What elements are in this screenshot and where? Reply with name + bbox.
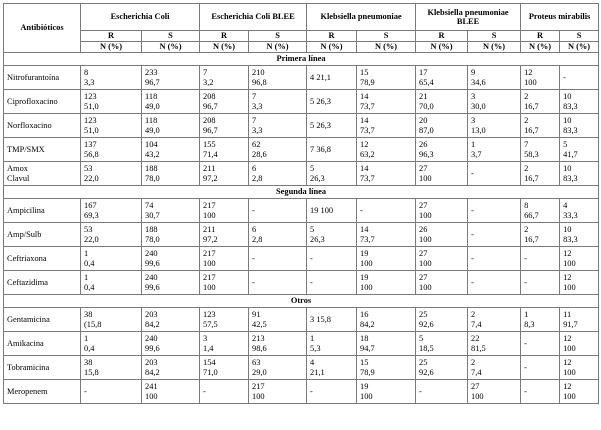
antibiotic-name: Ciprofloxacino xyxy=(4,90,81,114)
value-cell: 2 7,4 xyxy=(468,356,521,380)
value-cell: - xyxy=(468,199,521,223)
value-cell: 217 100 xyxy=(200,199,249,223)
value-cell: - xyxy=(468,271,521,295)
value-cell: 2 16,7 xyxy=(521,114,560,138)
table-row xyxy=(4,356,599,380)
value-cell: 4 33,3 xyxy=(560,199,599,223)
value-cell: 2 16,7 xyxy=(521,223,560,247)
value-cell: 5 26,3 xyxy=(307,223,357,247)
value-cell: 10 83,3 xyxy=(560,223,599,247)
r-header: R xyxy=(416,31,468,42)
value-cell: - xyxy=(249,271,307,295)
value-cell: 19 100 xyxy=(357,247,416,271)
antibiotic-name: Tobramicina xyxy=(4,356,81,380)
value-cell: 12 63,2 xyxy=(357,138,416,162)
antibiotic-name: Amikacina xyxy=(4,332,81,356)
antibiotic-name: Meropenem xyxy=(4,380,81,404)
value-cell: 208 96,7 xyxy=(200,114,249,138)
value-cell: 21 70,0 xyxy=(416,90,468,114)
value-cell: 4 21,1 xyxy=(307,356,357,380)
value-cell: 7 3,3 xyxy=(249,90,307,114)
value-cell: 5 26,3 xyxy=(307,162,357,186)
value-cell: - xyxy=(307,271,357,295)
antibiotics-header: Antibióticos xyxy=(4,4,81,53)
value-cell: 118 49,0 xyxy=(142,90,200,114)
value-cell: 26 96,3 xyxy=(416,138,468,162)
value-cell: 208 96,7 xyxy=(200,90,249,114)
value-cell: 104 43,2 xyxy=(142,138,200,162)
value-cell: 12 100 xyxy=(560,356,599,380)
value-cell: 22 81,5 xyxy=(468,332,521,356)
value-cell: 203 84,2 xyxy=(142,308,200,332)
antibiotic-name: Gentamicina xyxy=(4,308,81,332)
value-cell: 123 57,5 xyxy=(200,308,249,332)
n-percent-header: N (%) xyxy=(521,42,560,53)
value-cell: 53 22,0 xyxy=(81,162,142,186)
value-cell: 26 100 xyxy=(416,223,468,247)
value-cell: 7 3,3 xyxy=(249,114,307,138)
antibiotic-name: Amp/Sulb xyxy=(4,223,81,247)
value-cell: - xyxy=(468,247,521,271)
value-cell: 240 99,6 xyxy=(142,247,200,271)
value-cell: 15 78,9 xyxy=(357,356,416,380)
s-header: S xyxy=(468,31,521,42)
value-cell: 18 94,7 xyxy=(357,332,416,356)
value-cell: 1 0,4 xyxy=(81,271,142,295)
r-header: R xyxy=(521,31,560,42)
value-cell: 241 100 xyxy=(142,380,200,404)
value-cell: 91 42,5 xyxy=(249,308,307,332)
value-cell: 20 87,0 xyxy=(416,114,468,138)
table-row xyxy=(4,223,599,247)
value-cell: 167 69,3 xyxy=(81,199,142,223)
value-cell: 2 7,4 xyxy=(468,308,521,332)
antibiotic-name: Norfloxacino xyxy=(4,114,81,138)
value-cell: 27 100 xyxy=(416,247,468,271)
value-cell: 38 15,8 xyxy=(81,356,142,380)
value-cell: 4 21,1 xyxy=(307,66,357,90)
value-cell: 19 100 xyxy=(357,380,416,404)
value-cell: - xyxy=(81,380,142,404)
n-percent-header: N (%) xyxy=(142,42,200,53)
value-cell: 27 100 xyxy=(416,271,468,295)
value-cell: 5 18,5 xyxy=(416,332,468,356)
value-cell: 25 92,6 xyxy=(416,356,468,380)
section-title: Otros xyxy=(4,295,599,308)
value-cell: 5 26,3 xyxy=(307,114,357,138)
value-cell: - xyxy=(521,271,560,295)
antibiotic-resistance-table xyxy=(3,3,599,404)
value-cell: 16 84,2 xyxy=(357,308,416,332)
value-cell: 155 71,4 xyxy=(200,138,249,162)
s-header: S xyxy=(142,31,200,42)
value-cell: - xyxy=(468,162,521,186)
value-cell: 203 84,2 xyxy=(142,356,200,380)
value-cell: - xyxy=(521,356,560,380)
n-percent-header: N (%) xyxy=(249,42,307,53)
group-header-proteus: Proteus mirabilis xyxy=(521,4,599,31)
table-row xyxy=(4,332,599,356)
value-cell: - xyxy=(521,332,560,356)
value-cell: 8 3,3 xyxy=(81,66,142,90)
value-cell: 27 100 xyxy=(416,162,468,186)
value-cell: 2 16,7 xyxy=(521,162,560,186)
table-row xyxy=(4,380,599,404)
value-cell: 6 2,8 xyxy=(249,162,307,186)
table-row xyxy=(4,247,599,271)
section-row xyxy=(4,295,599,308)
value-cell: 217 100 xyxy=(200,247,249,271)
n-percent-header: N (%) xyxy=(81,42,142,53)
value-cell: 7 58,3 xyxy=(521,138,560,162)
value-cell: 217 100 xyxy=(249,380,307,404)
value-cell: 3 15,8 xyxy=(307,308,357,332)
value-cell: 27 100 xyxy=(468,380,521,404)
value-cell: 210 96,8 xyxy=(249,66,307,90)
value-cell: 5 26,3 xyxy=(307,90,357,114)
value-cell: 213 98,6 xyxy=(249,332,307,356)
value-cell: 2 16,7 xyxy=(521,90,560,114)
table-body xyxy=(4,53,599,404)
value-cell: 62 28,6 xyxy=(249,138,307,162)
s-header: S xyxy=(560,31,599,42)
n-percent-header: N (%) xyxy=(468,42,521,53)
value-cell: 14 73,7 xyxy=(357,114,416,138)
section-title: Segunda línea xyxy=(4,186,599,199)
table-row xyxy=(4,66,599,90)
value-cell: 6 2,8 xyxy=(249,223,307,247)
value-cell: 3 30,0 xyxy=(468,90,521,114)
value-cell: 9 34,6 xyxy=(468,66,521,90)
value-cell: 63 29,0 xyxy=(249,356,307,380)
group-header-klebsiella: Klebsiella pneumoniae xyxy=(307,4,416,31)
value-cell: - xyxy=(416,380,468,404)
value-cell: 118 49,0 xyxy=(142,114,200,138)
group-header-ecoli-blee: Escherichia Coli BLEE xyxy=(200,4,307,31)
value-cell: 217 100 xyxy=(200,271,249,295)
value-cell: - xyxy=(249,199,307,223)
antibiotic-name: TMP/SMX xyxy=(4,138,81,162)
value-cell: - xyxy=(357,199,416,223)
table-row xyxy=(4,114,599,138)
antibiotic-name: Ceftriaxona xyxy=(4,247,81,271)
value-cell: 123 51,0 xyxy=(81,114,142,138)
value-cell: 12 100 xyxy=(560,332,599,356)
table-row xyxy=(4,138,599,162)
value-cell: 188 78,0 xyxy=(142,162,200,186)
value-cell: - xyxy=(249,247,307,271)
value-cell: 188 78,0 xyxy=(142,223,200,247)
section-row xyxy=(4,186,599,199)
value-cell: 38 (15,8 xyxy=(81,308,142,332)
value-cell: 1 5,3 xyxy=(307,332,357,356)
value-cell: - xyxy=(200,380,249,404)
value-cell: 240 99,6 xyxy=(142,332,200,356)
value-cell: 154 71,0 xyxy=(200,356,249,380)
antibiotic-name: Amox Clavul xyxy=(4,162,81,186)
table-row xyxy=(4,162,599,186)
table-row xyxy=(4,199,599,223)
value-cell: 19 100 xyxy=(357,271,416,295)
value-cell: 74 30,7 xyxy=(142,199,200,223)
value-cell: 137 56,8 xyxy=(81,138,142,162)
value-cell: - xyxy=(560,66,599,90)
s-header: S xyxy=(249,31,307,42)
value-cell: 240 99,6 xyxy=(142,271,200,295)
value-cell: 12 100 xyxy=(560,380,599,404)
value-cell: 1 0,4 xyxy=(81,247,142,271)
n-percent-header: N (%) xyxy=(416,42,468,53)
value-cell: - xyxy=(521,247,560,271)
value-cell: 27 100 xyxy=(416,199,468,223)
group-header-ecoli: Escherichia Coli xyxy=(81,4,200,31)
value-cell: 3 1,4 xyxy=(200,332,249,356)
value-cell: - xyxy=(307,380,357,404)
value-cell: 12 100 xyxy=(560,271,599,295)
value-cell: 7 3,2 xyxy=(200,66,249,90)
n-percent-header: N (%) xyxy=(307,42,357,53)
value-cell: 14 73,7 xyxy=(357,223,416,247)
value-cell: 1 0,4 xyxy=(81,332,142,356)
n-percent-header-row xyxy=(4,42,599,53)
value-cell: 3 13,0 xyxy=(468,114,521,138)
r-header: R xyxy=(307,31,357,42)
group-header-klebsiella-blee: Klebsiella pneumoniae BLEE xyxy=(416,4,521,31)
n-percent-header: N (%) xyxy=(560,42,599,53)
value-cell: 25 92,6 xyxy=(416,308,468,332)
table-row xyxy=(4,90,599,114)
value-cell: 10 83,3 xyxy=(560,114,599,138)
n-percent-header: N (%) xyxy=(357,42,416,53)
table-row xyxy=(4,308,599,332)
value-cell: 12 100 xyxy=(521,66,560,90)
value-cell: 14 73,7 xyxy=(357,162,416,186)
value-cell: 14 73,7 xyxy=(357,90,416,114)
section-title: Primera línea xyxy=(4,53,599,66)
value-cell: 123 51,0 xyxy=(81,90,142,114)
value-cell: 10 83,3 xyxy=(560,90,599,114)
table-row xyxy=(4,271,599,295)
n-percent-header: N (%) xyxy=(200,42,249,53)
value-cell: 5 41,7 xyxy=(560,138,599,162)
section-row xyxy=(4,53,599,66)
value-cell: 7 36,8 xyxy=(307,138,357,162)
value-cell: 1 8,3 xyxy=(521,308,560,332)
value-cell: 17 65,4 xyxy=(416,66,468,90)
value-cell: - xyxy=(521,380,560,404)
antibiotic-name: Ampicilina xyxy=(4,199,81,223)
value-cell: 211 97,2 xyxy=(200,223,249,247)
r-header: R xyxy=(81,31,142,42)
value-cell: 11 91,7 xyxy=(560,308,599,332)
antibiotic-name: Nitrofurantoína xyxy=(4,66,81,90)
rs-header-row xyxy=(4,31,599,42)
value-cell: - xyxy=(468,223,521,247)
r-header: R xyxy=(200,31,249,42)
value-cell: 19 100 xyxy=(307,199,357,223)
value-cell: 8 66,7 xyxy=(521,199,560,223)
value-cell: 15 78,9 xyxy=(357,66,416,90)
value-cell: 1 3,7 xyxy=(468,138,521,162)
value-cell: 10 83,3 xyxy=(560,162,599,186)
s-header: S xyxy=(357,31,416,42)
value-cell: 233 96,7 xyxy=(142,66,200,90)
antibiotic-name: Ceftazidima xyxy=(4,271,81,295)
value-cell: - xyxy=(307,247,357,271)
value-cell: 12 100 xyxy=(560,247,599,271)
value-cell: 211 97,2 xyxy=(200,162,249,186)
value-cell: 53 22,0 xyxy=(81,223,142,247)
